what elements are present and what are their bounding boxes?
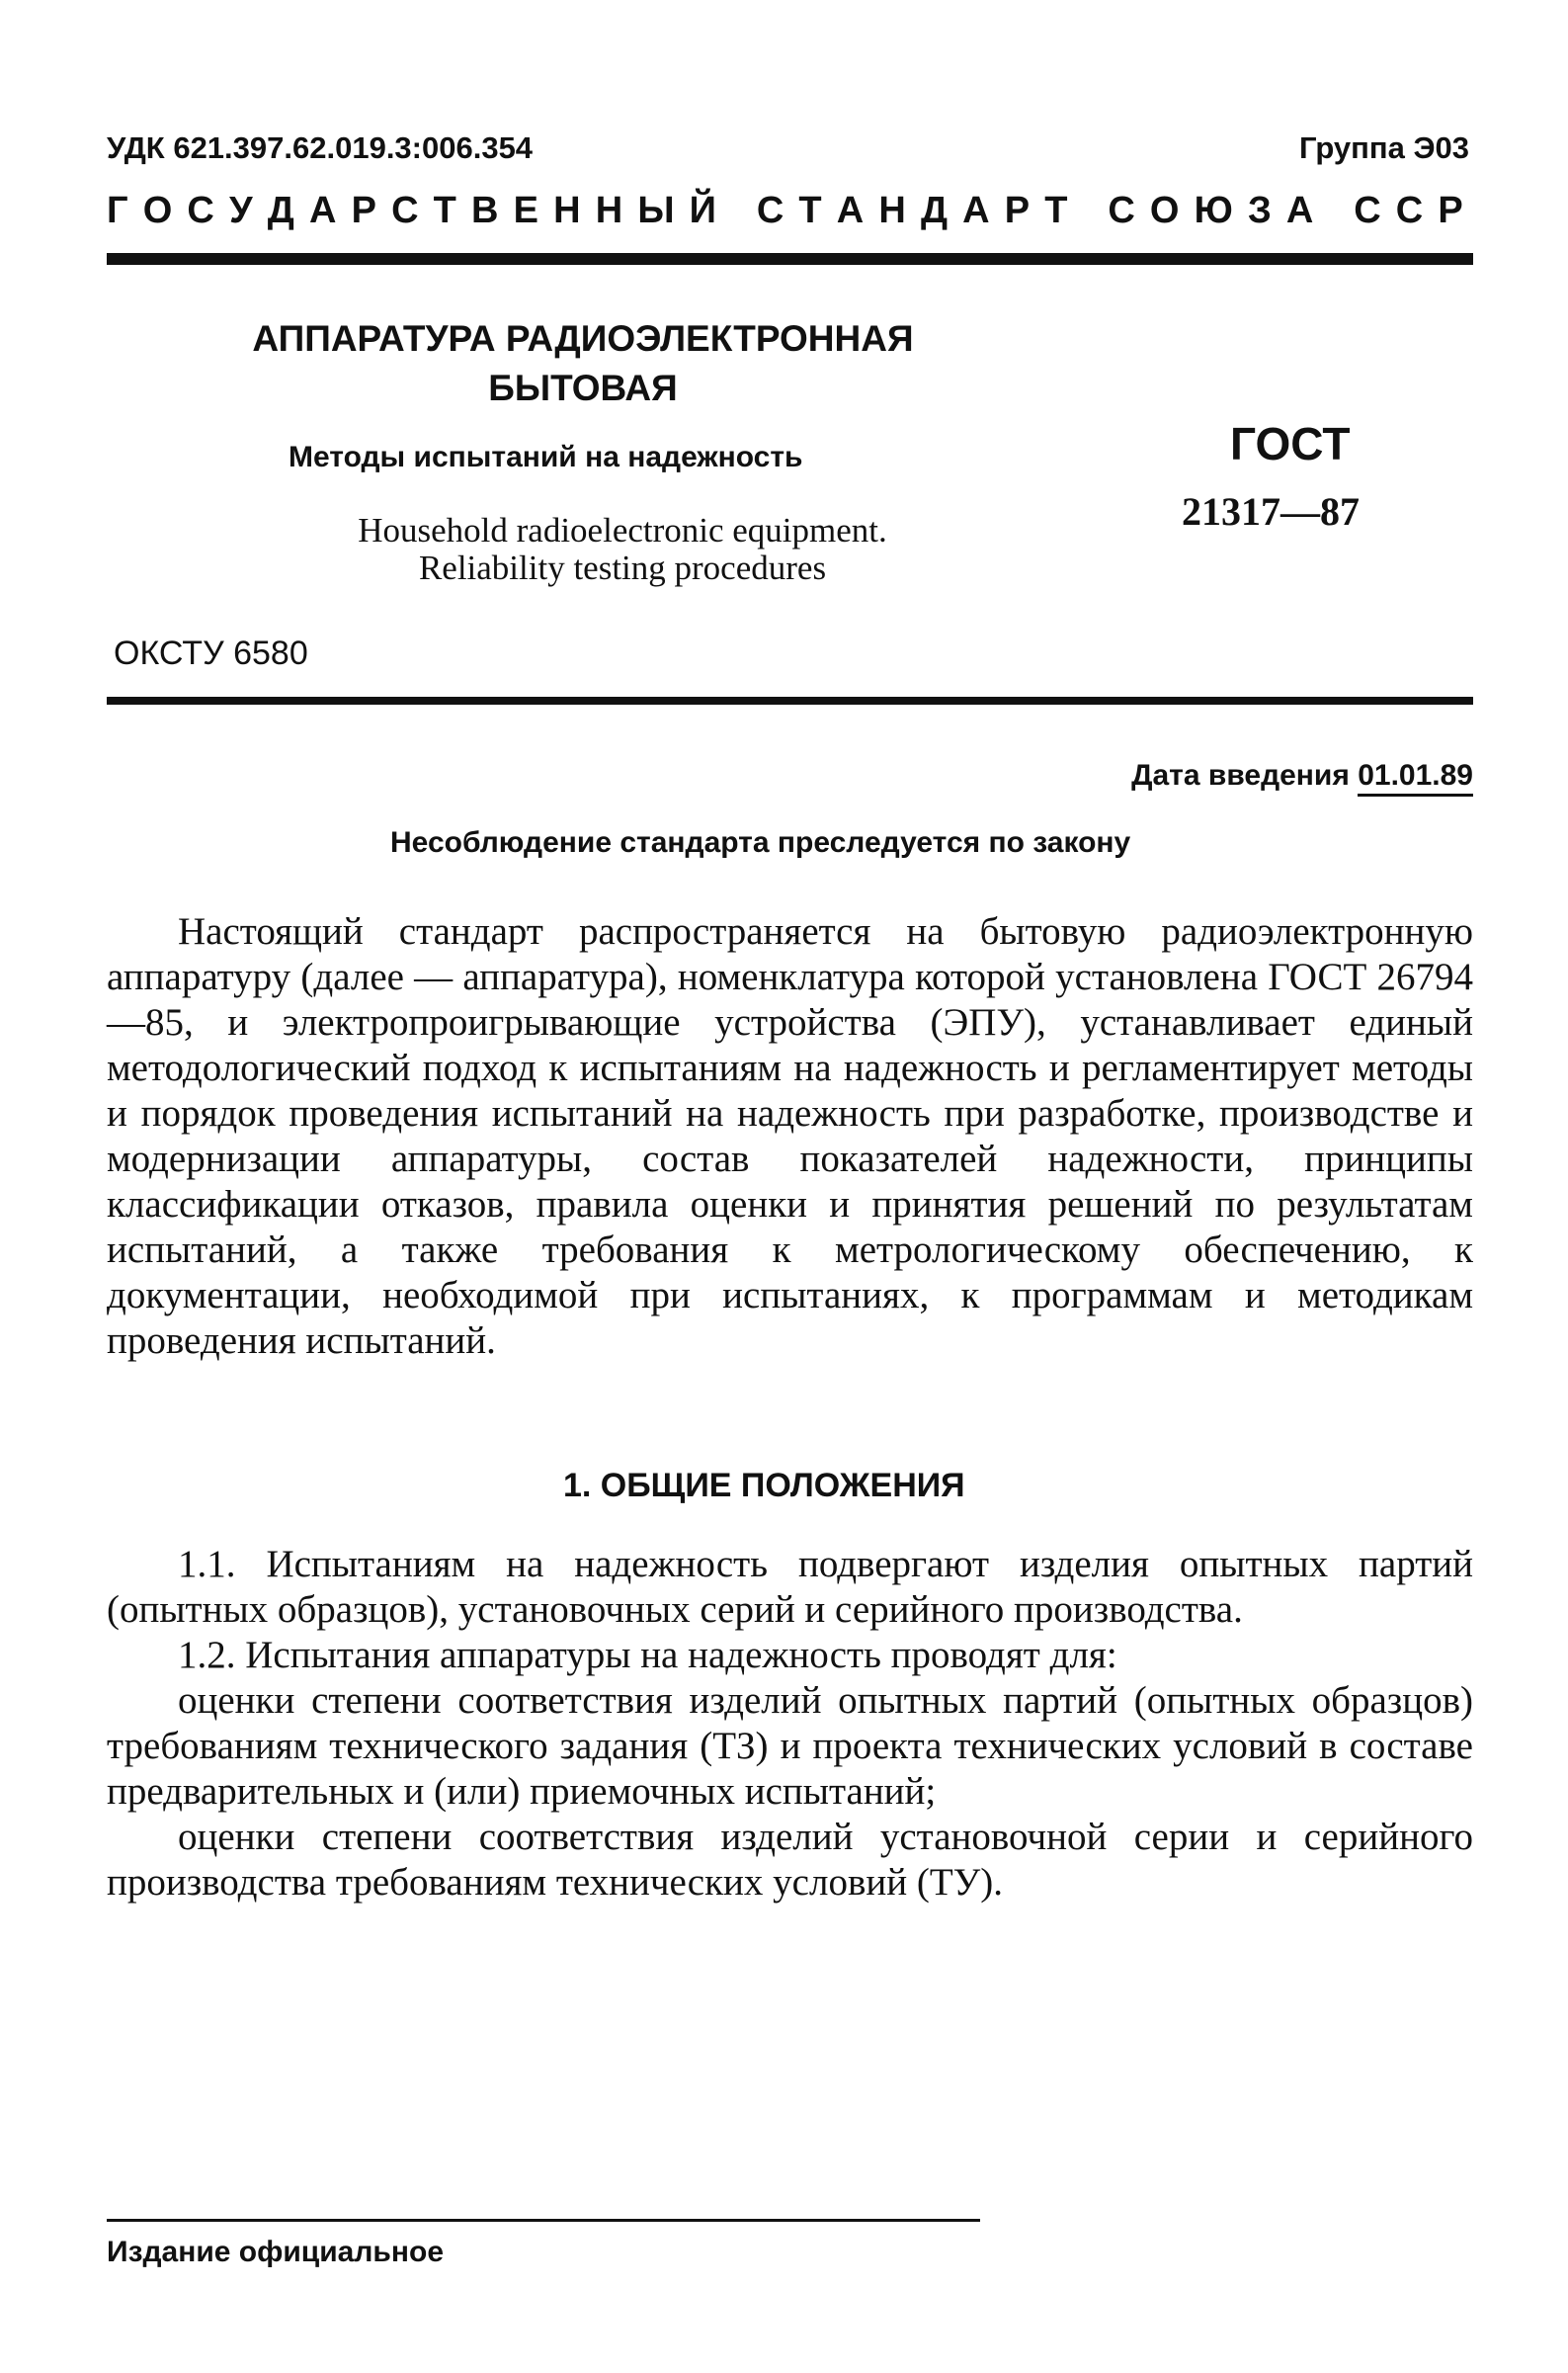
- state-title-letter: Т: [433, 190, 466, 231]
- intro-paragraph: [107, 909, 1473, 1364]
- state-title-letter: С: [1395, 190, 1434, 231]
- state-title-letter: А: [308, 190, 347, 231]
- state-title-letter: З: [1247, 190, 1281, 231]
- intro-date-label: Дата введения: [1131, 759, 1350, 792]
- section-heading: 1. ОБЩИЕ ПОЛОЖЕНИЯ: [563, 1467, 965, 1504]
- paragraph-1-2: 1.2. Испытания аппаратуры на надежность проводят для:: [178, 1634, 1117, 1676]
- state-title-letter: А: [1285, 190, 1324, 231]
- state-title-letter: У: [228, 190, 263, 231]
- gost-number: 21317—87: [1182, 489, 1360, 534]
- edition-note: Издание официальное: [107, 2236, 445, 2268]
- gost-label: ГОСТ: [1230, 418, 1351, 469]
- state-title-letter: Ы: [637, 190, 685, 231]
- state-title-letter: В: [471, 190, 509, 231]
- intro-date-value: 01.01.89: [1358, 759, 1473, 797]
- intro-paragraph-text: Настоящий стандарт распространяется на бытовую радиоэлектронную аппаратуру (далее — аппаратура), номенклатура которой установлена ГОСТ 26794—85, и электропроигрывающие устройства (ЭПУ), устанавливает единый методологический подход к испытаниям на надежность и регламентирует методы и порядок проведения испытаний на надежность при разработке, производстве и модернизации аппаратуры, состав показателей надежности, принципы классификации отказов, правила оценки и принятия решений по результатам испытаний, а также требования к метрологическому обеспечению, к документации, необходимой при испытаниях, к программам и методикам проведения испытаний.: [107, 910, 1473, 1362]
- english-title-line1: Household radioelectronic equipment.: [358, 511, 887, 550]
- state-title-letter: С: [756, 190, 794, 231]
- state-title-letter: Т: [798, 190, 832, 231]
- state-title-letter: Н: [553, 190, 591, 231]
- state-title-letter: Й: [689, 190, 726, 231]
- main-title-line1: АППАРАТУРА РАДИОЭЛЕКТРОННАЯ: [252, 318, 914, 359]
- main-title-line2: БЫТОВАЯ: [488, 368, 678, 408]
- state-title-letter: С: [187, 190, 224, 231]
- english-title: [287, 512, 958, 587]
- state-title-letter: Е: [513, 190, 548, 231]
- thick-divider: [107, 253, 1473, 265]
- state-title-letter: [1329, 190, 1350, 232]
- list-item-a: оценки степени соответствия изделий опытных партий (опытных образцов) требованиям технического задания (ТЗ) и проекта технических условий в составе предварительных и (или) приемочных испытаний;: [107, 1679, 1473, 1813]
- list-item-b: оценки степени соответствия изделий установочной серии и серийного производства требованиям технических условий (ТУ).: [107, 1816, 1473, 1904]
- state-title-letter: [731, 190, 752, 232]
- section-divider: [107, 697, 1473, 705]
- state-title-letter: [1083, 190, 1104, 232]
- state-title-letter: О: [1149, 190, 1190, 231]
- group-code: Группа Э03: [1299, 130, 1469, 165]
- state-title-letter: Г: [107, 190, 138, 231]
- introduction-date: [1131, 759, 1473, 793]
- state-title-letter: Т: [1044, 190, 1078, 231]
- state-title-letter: Н: [878, 190, 916, 231]
- english-title-line2: Reliability testing procedures: [418, 549, 827, 587]
- state-title-letter: Р: [351, 190, 386, 231]
- state-title-letter: Д: [267, 190, 304, 231]
- state-title-letter: Ю: [1194, 190, 1243, 231]
- law-note: Несоблюдение стандарта преследуется по закону: [390, 826, 1131, 859]
- state-title-letter: С: [1354, 190, 1391, 231]
- footer-rule: [107, 2219, 980, 2222]
- subtitle: Методы испытаний на надежность: [289, 441, 803, 473]
- state-title-letter: А: [836, 190, 874, 231]
- state-title-letter: А: [962, 190, 1000, 231]
- state-title-letter: С: [391, 190, 429, 231]
- state-title-letter: Р: [1004, 190, 1040, 231]
- state-title-letter: С: [1108, 190, 1145, 231]
- udk-code: УДК 621.397.62.019.3:006.354: [107, 130, 534, 165]
- state-title-letter: Р: [1438, 190, 1473, 231]
- state-title-letter: Д: [920, 190, 958, 231]
- state-title-letter: О: [142, 190, 183, 231]
- paragraph-1-1: 1.1. Испытаниям на надежность подвергают изделия опытных партий (опытных образцов), установочных серий и серийного производства.: [107, 1543, 1473, 1631]
- state-title-letter: Н: [595, 190, 633, 231]
- main-title: [227, 314, 939, 413]
- state-standard-title: [107, 190, 1473, 232]
- okstu-code: ОКСТУ 6580: [114, 635, 308, 672]
- section-body: [107, 1542, 1473, 1906]
